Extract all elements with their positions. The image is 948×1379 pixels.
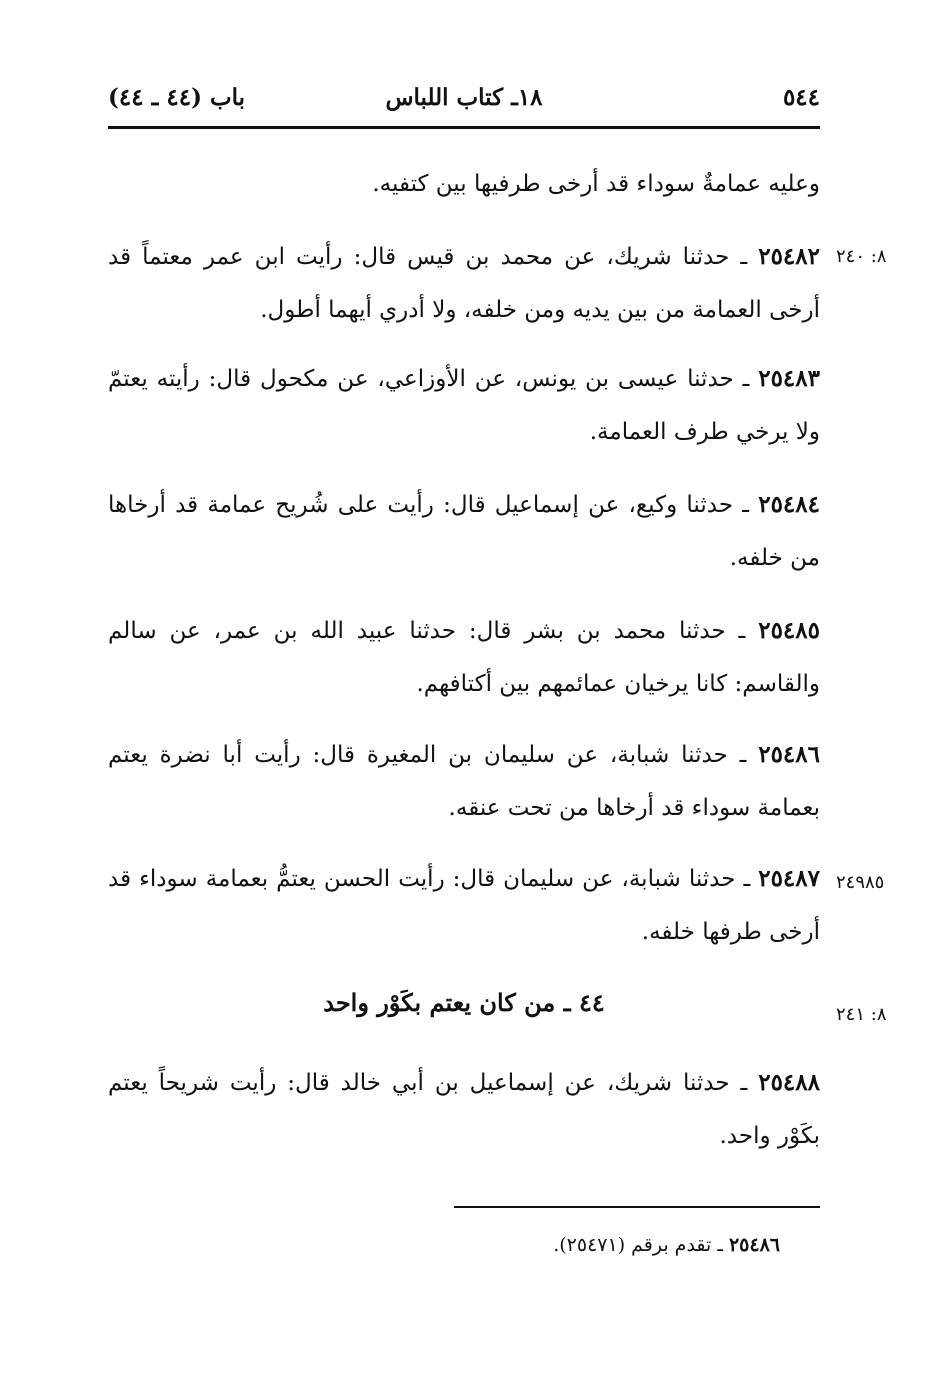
hadith-number: ٢٥٤٨٤ [758,491,820,518]
section-title: ٤٤ ـ من كان يعتم بكَوْر واحد [323,988,605,1017]
page-header [108,80,820,122]
hadith-number: ٢٥٤٨٦ [758,741,820,768]
paragraph-continuation [108,158,820,211]
hadith-25488 [108,1056,820,1163]
chapter-range: باب (٤٤ ـ ٤٤) [108,84,246,111]
hadith-text: ـ حدثنا محمد بن بشر قال: حدثنا عبيد الله بن عمر، عن سالم والقاسم: كانا يرخيان عمائمهم بين أكتافهم. [108,618,820,697]
footnote-number: ٢٥٤٨٦ [728,1234,780,1256]
margin-reference-1: ٨: ٢٤٠ [836,246,887,267]
hadith-text: ـ حدثنا شبابة، عن سليمان قال: رأيت الحسن يعتمُّ بعمامة سوداء قد أرخى طرفها خلفه. [108,866,820,945]
hadith-text: ـ حدثنا شريك، عن إسماعيل بن أبي خالد قال: رأيت شريحاً يعتم بكَوْر واحد. [108,1070,820,1149]
hadith-25486 [108,728,820,835]
hadith-number: ٢٥٤٨٣ [758,365,820,392]
hadith-text: ـ حدثنا وكيع، عن إسماعيل قال: رأيت على شُريح عمامة قد أرخاها من خلفه. [108,492,820,571]
hadith-25487 [108,852,820,959]
hadith-25483 [108,352,820,459]
footnote-divider [454,1206,820,1208]
hadith-text: ـ حدثنا شريك، عن محمد بن قيس قال: رأيت ابن عمر معتماً قد أرخى العمامة من بين يديه ومن خلفه، ولا أدري أيهما أطول. [108,244,820,323]
hadith-25485 [108,604,820,711]
page-number: ٥٤٤ [782,84,820,111]
hadith-25484 [108,478,820,585]
margin-reference-3: ٨: ٢٤١ [836,1004,887,1025]
hadith-25482 [108,230,820,337]
hadith-text: ـ حدثنا عيسى بن يونس، عن الأوزاعي، عن مكحول قال: رأيته يعتمّ ولا يرخي طرف العمامة. [108,366,820,445]
paragraph-text: وعليه عمامةٌ سوداء قد أرخى طرفيها بين كتفيه. [372,171,820,197]
hadith-number: ٢٥٤٨٧ [758,865,820,892]
book-title: ١٨ـ كتاب اللباس [385,84,543,111]
hadith-number: ٢٥٤٨٥ [758,617,820,644]
hadith-number: ٢٥٤٨٨ [758,1069,820,1096]
hadith-number: ٢٥٤٨٢ [758,243,820,270]
margin-reference-2: ٢٤٩٨٥ [836,872,885,893]
hadith-text: ـ حدثنا شبابة، عن سليمان بن المغيرة قال: رأيت أبا نضرة يعتم بعمامة سوداء قد أرخاها من تحت عنقه. [108,742,820,821]
footnote [108,1234,780,1256]
header-divider [108,126,820,129]
footnote-text: ـ تقدم برقم (٢٥٤٧١). [553,1234,729,1256]
